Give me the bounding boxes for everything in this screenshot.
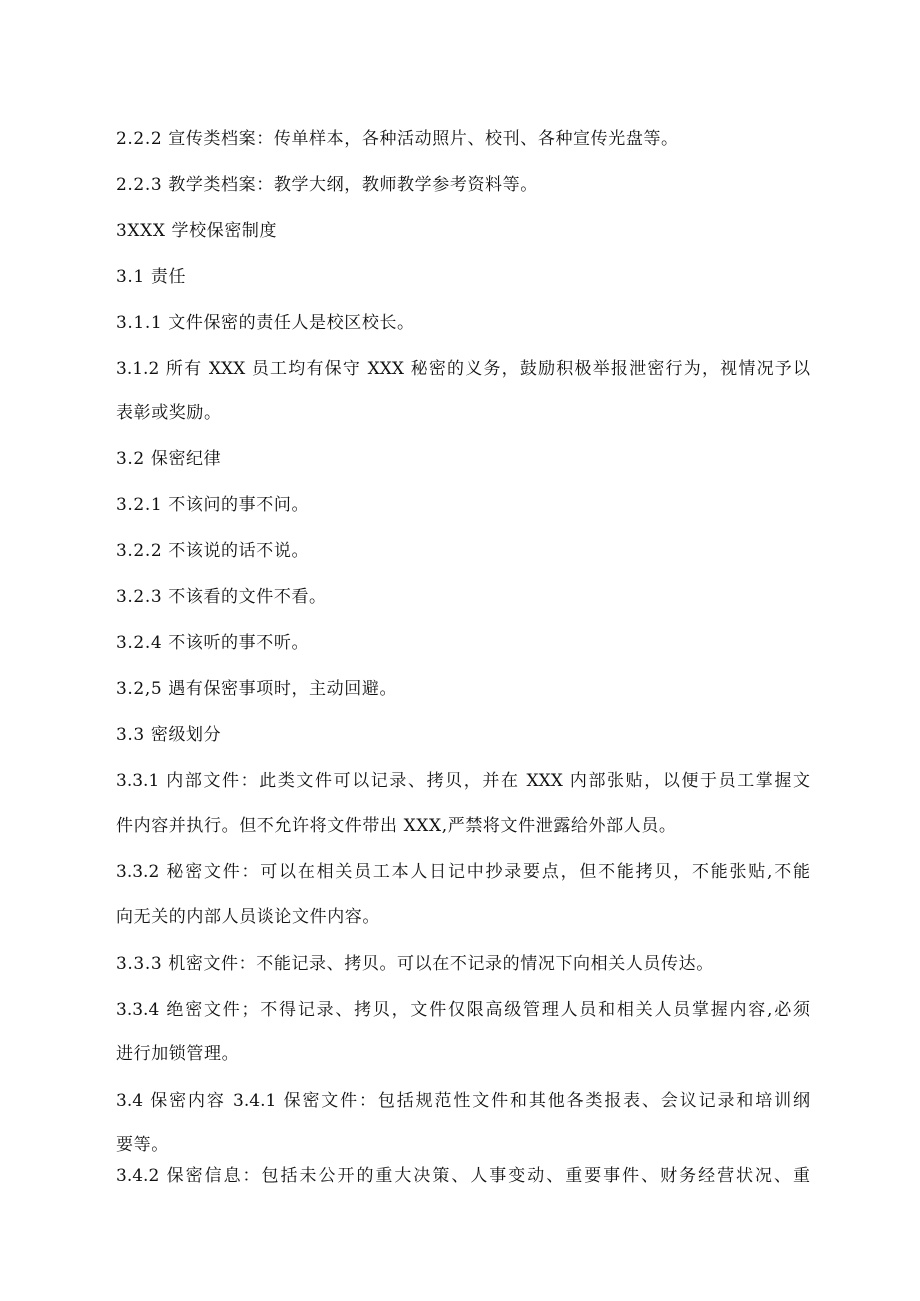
- text-line-3-4-2: 3.4.2 保密信息：包括未公开的重大决策、人事变动、重要事件、财务经营状况、重: [116, 1166, 810, 1186]
- text-line-3-1-1: 3.1.1 文件保密的责任人是校区校长。: [116, 313, 415, 333]
- text-line-2-2-2: 2.2.2 宣传类档案：传单样本，各种活动照片、校刊、各种宣传光盘等。: [116, 129, 679, 149]
- text-line-3-3-1: 3.3.1 内部文件：此类文件可以记录、拷贝，并在 XXX 内部张贴，以便于员工掌握文: [116, 771, 810, 791]
- text-line-3-1-2-cont: 表彰或奖励。: [116, 403, 222, 423]
- text-line-3-2-3: 3.2.3 不该看的文件不看。: [116, 587, 327, 607]
- text-line-3-3-1-cont: 件内容并执行。但不允许将文件带出 XXX,严禁将文件泄露给外部人员。: [116, 816, 677, 836]
- text-line-3-4: 3.4 保密内容 3.4.1 保密文件：包括规范性文件和其他各类报表、会议记录和培训纲: [116, 1091, 810, 1111]
- text-line-3-3-2-cont: 向无关的内部人员谈论文件内容。: [116, 907, 380, 927]
- text-line-3-4-cont: 要等。: [116, 1135, 169, 1155]
- text-line-3-2-4: 3.2.4 不该听的事不听。: [116, 633, 310, 653]
- text-line-3-2-5: 3.2,5 遇有保密事项时，主动回避。: [116, 679, 398, 699]
- section-heading-3: 3XXX 学校保密制度: [116, 221, 278, 241]
- text-line-2-2-3: 2.2.3 教学类档案：教学大纲，教师教学参考资料等。: [116, 175, 538, 195]
- text-line-3-3-3: 3.3.3 机密文件：不能记录、拷贝。可以在不记录的情况下向相关人员传达。: [116, 954, 714, 974]
- text-line-3-3-4-cont: 进行加锁管理。: [116, 1044, 240, 1064]
- subsection-heading-3-1: 3.1 责任: [116, 267, 187, 287]
- text-line-3-2-2: 3.2.2 不该说的话不说。: [116, 541, 310, 561]
- text-line-3-3-2: 3.3.2 秘密文件：可以在相关员工本人日记中抄录要点，但不能拷贝，不能张贴,不能: [116, 862, 810, 882]
- text-line-3-1-2: 3.1.2 所有 XXX 员工均有保守 XXX 秘密的义务，鼓励积极举报泄密行为，视情况予以: [116, 359, 810, 379]
- text-line-3-2-1: 3.2.1 不该问的事不问。: [116, 495, 310, 515]
- subsection-heading-3-2: 3.2 保密纪律: [116, 449, 222, 469]
- text-line-3-3-4: 3.3.4 绝密文件；不得记录、拷贝，文件仅限高级管理人员和相关人员掌握内容,必须: [116, 1000, 810, 1020]
- subsection-heading-3-3: 3.3 密级划分: [116, 725, 222, 745]
